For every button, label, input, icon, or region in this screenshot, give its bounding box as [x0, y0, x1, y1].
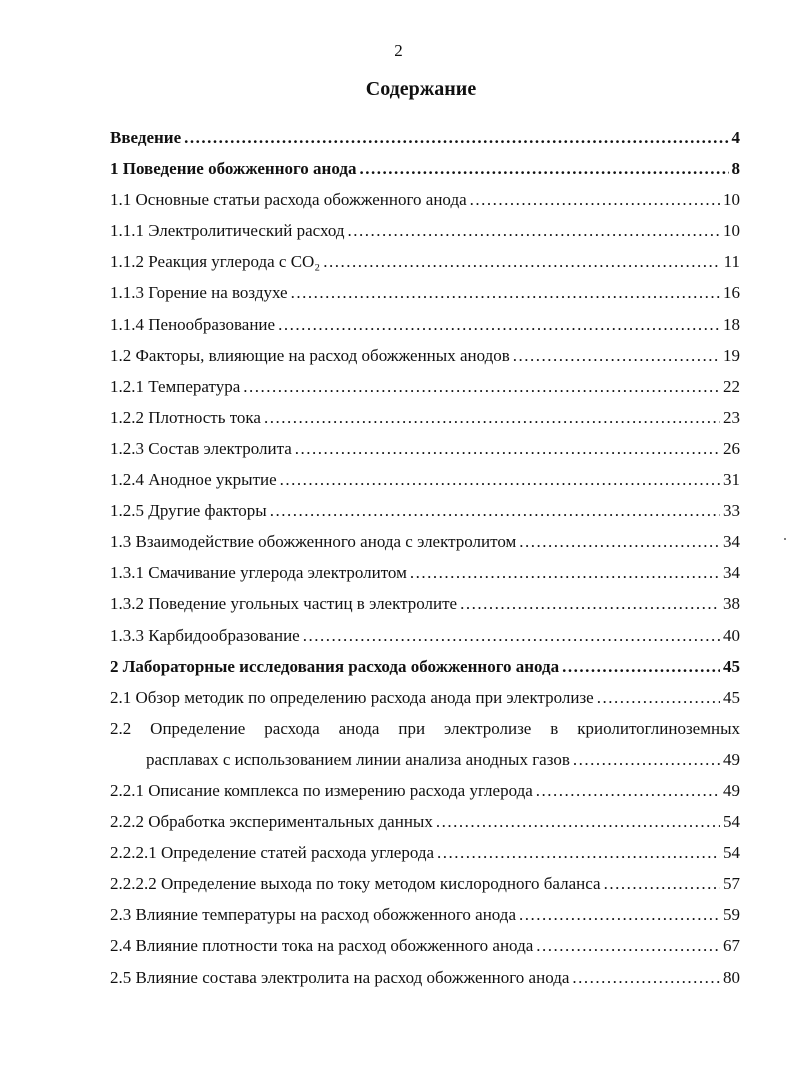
toc-leader-dots	[303, 626, 720, 646]
toc-entry	[110, 594, 740, 625]
toc-entry-text: 1.2.5 Другие факторы	[110, 501, 267, 521]
table-of-contents	[110, 128, 740, 999]
toc-entry-text: 2.1 Обзор методик по определению расхода анода при электролизе	[110, 687, 594, 707]
toc-leader-dots	[536, 781, 720, 801]
toc-leader-dots	[270, 501, 720, 521]
toc-leader-dots	[572, 968, 720, 988]
toc-entry-page: 8	[731, 159, 740, 179]
toc-entry	[110, 377, 740, 408]
toc-leader-dots	[243, 377, 720, 397]
toc-entry-page: 10	[723, 190, 740, 210]
toc-entry-text: 1.2.3 Состав электролита	[110, 438, 292, 458]
toc-leader-dots	[295, 439, 720, 459]
toc-leader-dots	[437, 843, 720, 863]
toc-entry-page: 59	[723, 905, 740, 925]
toc-entry	[110, 657, 740, 688]
toc-entry-page: 40	[723, 625, 740, 645]
toc-entry-text: 1.1.2 Реакция углерода с CO₂	[110, 252, 321, 272]
toc-entry-text: Введение	[110, 128, 182, 147]
toc-entry-page: 31	[723, 470, 740, 490]
toc-entry-page: 33	[723, 501, 740, 521]
toc-entry-text: 1.3.2 Поведение угольных частиц в электролите	[110, 594, 458, 614]
page-title: Содержание	[365, 78, 477, 100]
toc-entry-page: 67	[723, 936, 740, 956]
toc-entry-text: 2.2.2.2 Определение выхода по току методом кислородного баланса	[110, 874, 601, 894]
toc-leader-dots	[410, 563, 720, 583]
toc-entry	[110, 905, 740, 936]
toc-leader-dots	[536, 936, 720, 956]
toc-leader-dots	[573, 750, 720, 770]
toc-entry-text: 2 Лабораторные исследования расхода обожженного анода	[110, 656, 560, 676]
toc-entry	[110, 688, 740, 719]
toc-entry-text: 1.3.3 Карбидообразование	[110, 625, 300, 645]
toc-leader-dots	[604, 874, 720, 894]
toc-entry	[110, 470, 740, 501]
toc-entry	[110, 874, 740, 905]
toc-entry-text: 1.3 Взаимодействие обожженного анода с электролитом	[110, 532, 517, 552]
toc-entry	[110, 843, 740, 874]
toc-leader-dots	[597, 688, 720, 708]
toc-entry-page: 11	[723, 252, 740, 272]
toc-entry-page: 57	[723, 874, 740, 894]
toc-entry	[110, 315, 740, 346]
toc-entry-page: 34	[723, 532, 740, 552]
toc-entry	[110, 501, 740, 532]
scan-speck	[784, 538, 786, 540]
toc-entry	[110, 563, 740, 594]
toc-leader-dots	[291, 283, 720, 303]
toc-leader-dots	[323, 252, 720, 272]
toc-entry-text: 2.2.1 Описание комплекса по измерению расхода углерода	[110, 780, 533, 800]
toc-entry-text: 1.1 Основные статьи расхода обожженного анода	[110, 190, 467, 210]
toc-leader-dots	[470, 190, 720, 210]
toc-entry-text: 1.2.2 Плотность тока	[110, 407, 261, 427]
toc-entry-page: 45	[723, 656, 740, 676]
toc-entry-page: 45	[723, 687, 740, 707]
toc-entry	[110, 781, 740, 812]
toc-entry-2-2	[110, 719, 740, 781]
toc-entry-text: 2.3 Влияние температуры на расход обожженного анода	[110, 905, 516, 925]
toc-entry	[110, 532, 740, 563]
toc-entry-text: 1.2.4 Анодное укрытие	[110, 470, 277, 490]
toc-entry	[110, 968, 740, 999]
toc-entry-page: 49	[723, 749, 740, 769]
toc-entry-text: 1.1.4 Пенообразование	[110, 314, 276, 334]
toc-leader-dots	[513, 346, 720, 366]
toc-leader-dots	[460, 594, 720, 614]
toc-entry-page: 23	[723, 407, 740, 427]
toc-entry	[110, 812, 740, 843]
toc-entry-text: 1 Поведение обожженного анода	[110, 159, 357, 179]
toc-entry-page: 10	[723, 221, 740, 241]
toc-leader-dots	[519, 905, 720, 925]
toc-entry-page: 18	[723, 314, 740, 334]
toc-leader-dots	[184, 128, 728, 148]
toc-leader-dots	[347, 221, 720, 241]
toc-entry-text: 2.2.2 Обработка экспериментальных данных	[110, 812, 433, 832]
toc-entry-text-line1: 2.2 Определение расхода анода при электролизе в криолитоглиноземных	[110, 718, 740, 738]
toc-entry-page: 34	[723, 563, 740, 583]
toc-entry-text: 1.3.1 Смачивание углерода электролитом	[110, 563, 407, 583]
toc-entry-text: 1.1.1 Электролитический расход	[110, 221, 345, 241]
toc-entry-page: 4	[731, 128, 740, 147]
toc-entry-page: 16	[723, 283, 740, 303]
toc-entry-page: 80	[723, 967, 740, 987]
toc-entry	[110, 128, 740, 159]
toc-entry-text-line2: расплавах с использованием линии анализа анодных газов	[146, 749, 570, 769]
toc-entry-page: 38	[723, 594, 740, 614]
toc-entry-text: 1.2 Факторы, влияющие на расход обожженных анодов	[110, 345, 510, 365]
toc-entry-page: 54	[723, 812, 740, 832]
toc-entry-page: 26	[723, 438, 740, 458]
toc-entry	[110, 408, 740, 439]
toc-entry-text: 2.2.2.1 Определение статей расхода углерода	[110, 843, 435, 863]
toc-entry	[110, 159, 740, 190]
toc-leader-dots	[280, 470, 720, 490]
toc-leader-dots	[436, 812, 720, 832]
toc-entry	[110, 283, 740, 314]
toc-entry	[110, 221, 740, 252]
toc-leader-dots	[264, 408, 720, 428]
toc-entry-page: 22	[723, 376, 740, 396]
toc-entry-page: 19	[723, 345, 740, 365]
toc-entry	[110, 626, 740, 657]
toc-entry-text: 2.5 Влияние состава электролита на расход обожженного анода	[110, 967, 570, 987]
toc-entry	[110, 346, 740, 377]
toc-entry	[110, 936, 740, 967]
toc-leader-dots	[519, 532, 720, 552]
toc-leader-dots	[278, 315, 720, 335]
toc-leader-dots	[562, 657, 720, 677]
toc-entry-page: 49	[723, 780, 740, 800]
toc-entry	[110, 439, 740, 470]
toc-entry	[110, 190, 740, 221]
toc-entry-text: 1.2.1 Температура	[110, 376, 241, 396]
toc-entry	[110, 252, 740, 283]
toc-entry-text: 2.4 Влияние плотности тока на расход обожженного анода	[110, 936, 534, 956]
toc-entry-page: 54	[723, 843, 740, 863]
toc-leader-dots	[359, 159, 728, 179]
page-number: 2	[394, 41, 403, 60]
toc-entry-text: 1.1.3 Горение на воздухе	[110, 283, 288, 303]
